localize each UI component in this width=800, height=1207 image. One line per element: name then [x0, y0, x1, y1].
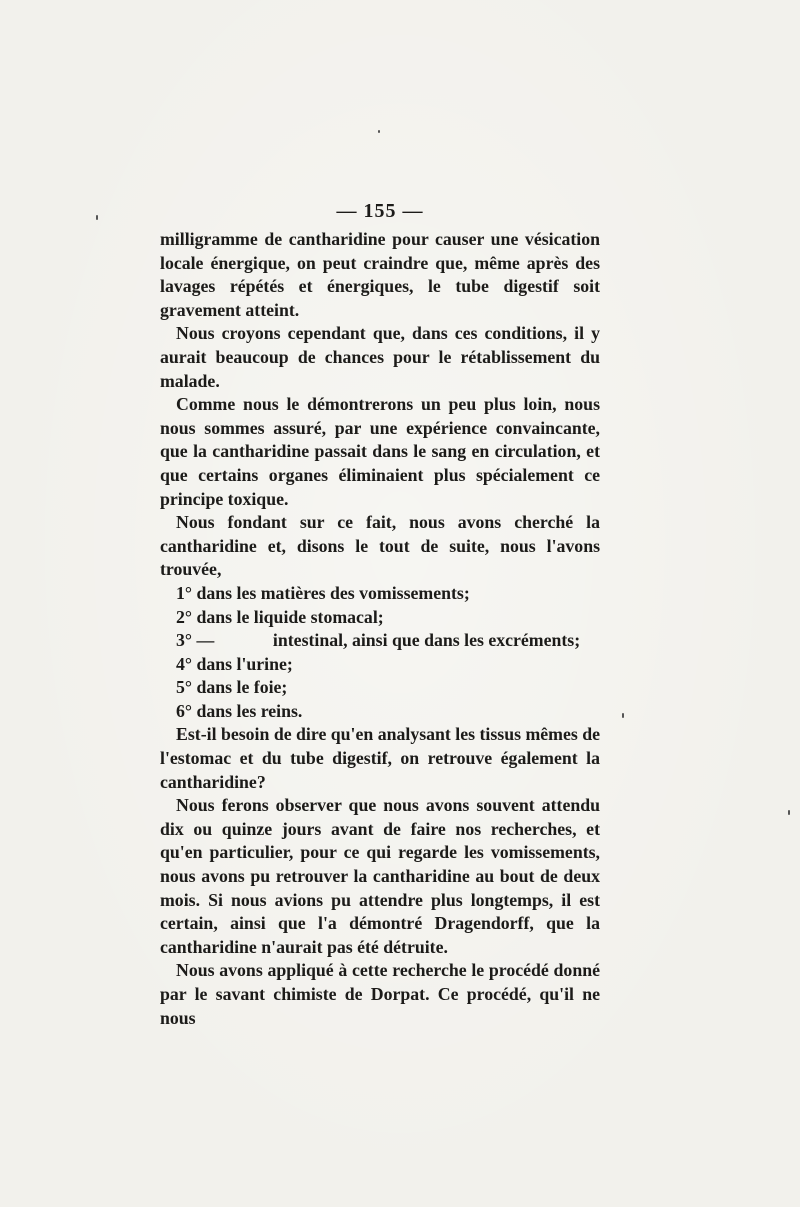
paper-speck: [622, 713, 624, 718]
paragraph: Nous croyons cependant que, dans ces conditions, il y aurait beaucoup de chances pour le rétablissement du malade.: [160, 323, 600, 391]
list-item: [160, 629, 600, 653]
list-text: intestinal, ainsi que dans les excréments;: [272, 630, 581, 651]
list-text: dans les reins.: [196, 700, 303, 721]
paragraph: Nous fondant sur ce fait, nous avons cherché la cantharidine et, disons le tout de suite, nous l'avons trouvée,: [160, 512, 600, 580]
list-text: dans l'urine;: [196, 653, 293, 674]
paragraph: Comme nous le démontrerons un peu plus loin, nous nous sommes assuré, par une expérience convaincante, que la cantharidine passait dans le sang en circulation, et que certains organes éliminaient plus spécialement ce principe toxique.: [160, 394, 600, 509]
paragraph: Est-il besoin de dire qu'en analysant les tissus mêmes de l'estomac et du tube digestif, on retrouve également la cantharidine?: [160, 724, 600, 792]
list-item: [160, 606, 600, 630]
list-number: 4°: [176, 653, 193, 674]
paper-speck: [788, 810, 790, 815]
list-text: dans les matières des vomissements;: [196, 582, 470, 603]
page-number: — 155 —: [336, 200, 424, 222]
paper-speck: [378, 130, 380, 133]
list-number: 5°: [176, 677, 193, 698]
list-item: [160, 582, 600, 606]
list-number: 1°: [176, 582, 193, 603]
paragraph: milligramme de cantharidine pour causer une vésication locale énergique, on peut craindre que, même après des lavages répétés et énergiques, le tube digestif soit gravement atteint.: [160, 229, 600, 320]
list-item: [160, 653, 600, 677]
list-number: 3°: [176, 630, 193, 651]
list-number: 2°: [176, 606, 193, 627]
list-number: 6°: [176, 700, 193, 721]
list-item: [160, 700, 600, 724]
list-text: dans le liquide stomacal;: [196, 606, 384, 627]
list-item: [160, 676, 600, 700]
paper-speck: [96, 215, 98, 220]
paragraph: Nous ferons observer que nous avons souvent attendu dix ou quinze jours avant de faire nos recherches, et qu'en particulier, pour ce qui regarde les vomissements, nous avons pu retrouver la cantharidine au bout de deux mois. Si nous avions pu attendre plus longtemps, il est certain, ainsi que l'a démontré Dragendorff, que la cantharidine n'aurait pas été détruite.: [160, 795, 600, 957]
paragraph: Nous avons appliqué à cette recherche le procédé donné par le savant chimiste de Dorpat. Ce procédé, qu'il ne nous: [160, 960, 600, 1028]
list-text: dans le foie;: [196, 677, 288, 698]
ditto-dash: —: [196, 630, 215, 651]
body-text: [160, 228, 600, 1030]
